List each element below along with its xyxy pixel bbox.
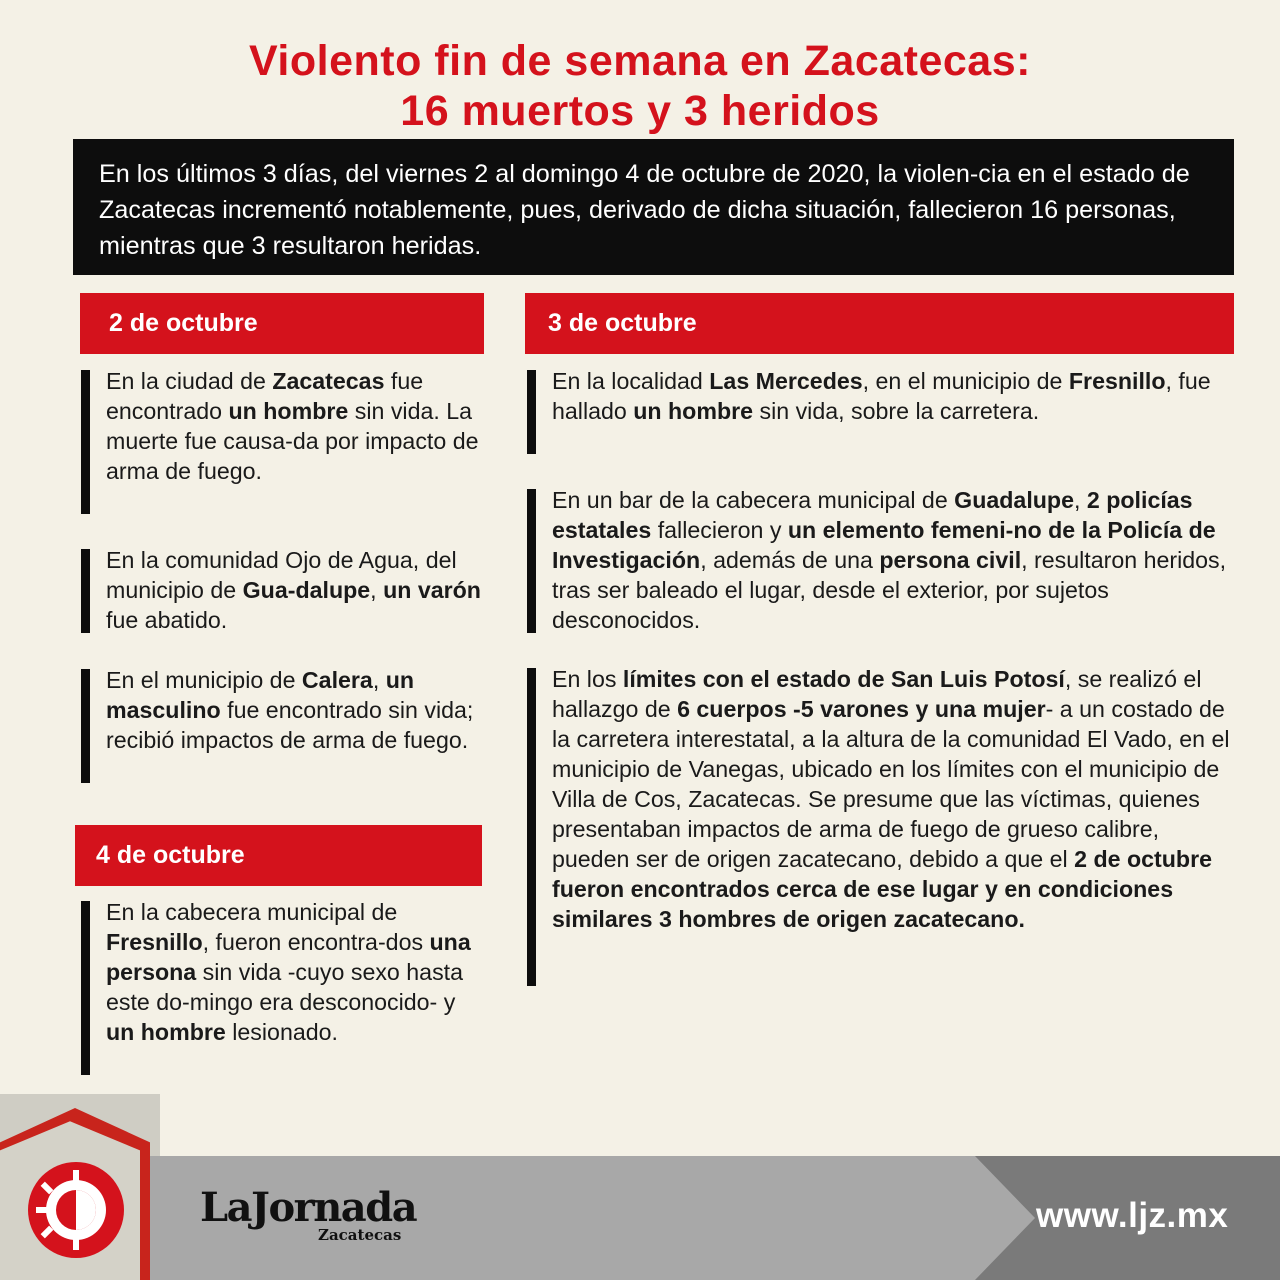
text: En la comunidad Ojo de Agua, del municipio de	[106, 547, 457, 603]
text: En el municipio de	[106, 667, 302, 693]
bold-text: 2 policías estatales	[552, 487, 1193, 543]
text: En la localidad	[552, 368, 710, 394]
bold-text: una persona	[106, 929, 471, 985]
section-heading-label: 2 de octubre	[109, 309, 258, 337]
section-heading-label: 3 de octubre	[548, 309, 697, 337]
bold-text: un varón	[383, 577, 481, 603]
text: lesionado.	[225, 1019, 338, 1045]
text: fue abatido.	[106, 607, 228, 633]
news-item	[527, 664, 1237, 986]
news-item	[527, 366, 1227, 454]
text: En un bar de la cabecera municipal de	[552, 487, 955, 513]
text: , fue hallado	[552, 368, 1211, 424]
brand-logo-sub: Zacatecas	[318, 1226, 402, 1244]
bold-text: Guadalupe	[954, 487, 1074, 513]
text: sin vida -cuyo sexo hasta este do-mingo era desconocido- y	[106, 959, 463, 1015]
bold-text: un elemento femeni-no de la Policía de Investigación	[552, 517, 1216, 573]
intro-box	[73, 139, 1234, 275]
bold-text: 6 cuerpos -5 varones y una mujer	[677, 696, 1046, 722]
text: , se realizó el hallazgo de	[552, 666, 1202, 722]
bold-text: Fresnillo	[106, 929, 203, 955]
bold-text: un hombre	[633, 398, 754, 424]
text: fue encontrado	[106, 368, 424, 424]
section-heading-oct4	[75, 825, 482, 886]
bold-text: un masculino	[106, 667, 415, 723]
bold-text: 2 de octubre fueron encontrados cerca de ese lugar y en condiciones similares 3 hombres de origen zacatecano.	[552, 846, 1212, 932]
website-url[interactable]: www.ljz.mx	[1036, 1196, 1229, 1235]
bold-text: un hombre	[106, 1019, 226, 1045]
bold-text: Zacatecas	[272, 368, 385, 394]
bold-text: Calera	[301, 667, 373, 693]
text: sin vida, sobre la carretera.	[753, 398, 1040, 424]
news-item	[81, 366, 481, 514]
section-heading-label: 4 de octubre	[96, 841, 245, 869]
text: fallecieron y	[651, 517, 788, 543]
text: ,	[372, 667, 386, 693]
bold-text: Gua-dalupe	[242, 577, 371, 603]
headline-line-1: Violento fin de semana en Zacatecas:	[249, 37, 1031, 85]
news-item	[81, 897, 481, 1075]
text: sin vida. La muerte fue causa-da por impacto de arma de fuego.	[106, 398, 479, 484]
text: - a un costado de la carretera interestatal, a la altura de la comunidad El Vado, en el municipio de Vanegas, ubicado en los límites con el municipio de Villa de Cos, Zacatecas. Se presume que las víctimas, quienes presentaban impactos de arma de fuego de grueso calibre, pueden ser de origen zacatecano, debido a que el	[552, 696, 1230, 872]
section-heading-oct3	[525, 293, 1234, 354]
text: En los	[552, 666, 623, 692]
text: ,	[1074, 487, 1087, 513]
text: ,	[370, 577, 384, 603]
bold-text: Fresnillo	[1068, 368, 1166, 394]
sun-logo-icon	[26, 1160, 126, 1260]
headline	[0, 36, 1280, 136]
bold-text: Las Mercedes	[709, 368, 863, 394]
news-item	[527, 485, 1232, 633]
text: En la cabecera municipal de	[106, 899, 398, 925]
news-item	[81, 665, 481, 783]
text: , además de una	[700, 547, 880, 573]
text: fue encontrado sin vida; recibió impactos de arma de fuego.	[106, 697, 474, 753]
headline-line-2: 16 muertos y 3 heridos	[400, 87, 880, 135]
text: , resultaron heridos, tras ser baleado el lugar, desde el exterior, por sujetos desconocidos.	[552, 547, 1227, 633]
text: , fueron encontra-dos	[202, 929, 430, 955]
brand-logo: LaJornada	[200, 1184, 417, 1231]
section-heading-oct2	[80, 293, 484, 354]
intro-text: En los últimos 3 días, del viernes 2 al domingo 4 de octubre de 2020, la violen-cia en el estado de Zacatecas incrementó notablemente, pues, derivado de dicha situación, fallecieron 16 personas, mientras que 3 resultaron heridas.	[99, 160, 1190, 260]
bold-text: límites con el estado de San Luis Potosí	[622, 666, 1065, 692]
text: En la ciudad de	[106, 368, 273, 394]
bold-text: un hombre	[228, 398, 349, 424]
news-item	[81, 545, 481, 633]
bold-text: persona civil	[879, 547, 1022, 573]
text: , en el municipio de	[862, 368, 1069, 394]
